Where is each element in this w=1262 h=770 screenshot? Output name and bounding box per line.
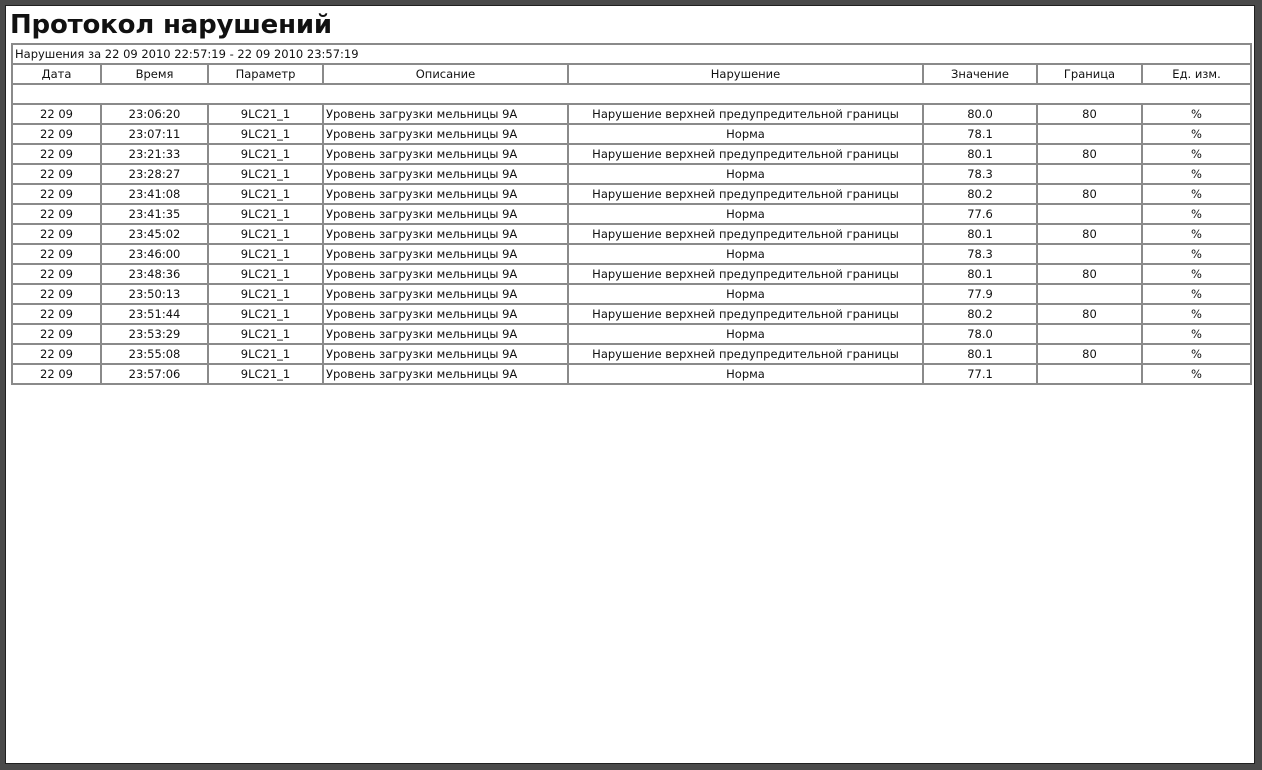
cell-violation: Норма xyxy=(568,364,923,384)
cell-time: 23:41:08 xyxy=(101,184,208,204)
cell-unit: % xyxy=(1142,184,1251,204)
cell-limit: 80 xyxy=(1037,264,1142,284)
cell-limit: 80 xyxy=(1037,344,1142,364)
cell-limit: 80 xyxy=(1037,104,1142,124)
cell-param: 9LC21_1 xyxy=(208,364,323,384)
cell-value: 77.9 xyxy=(923,284,1037,304)
cell-value: 80.1 xyxy=(923,224,1037,244)
column-header-unit: Ед. изм. xyxy=(1142,64,1251,84)
cell-param: 9LC21_1 xyxy=(208,184,323,204)
cell-value: 78.3 xyxy=(923,244,1037,264)
cell-date: 22 09 xyxy=(12,304,101,324)
cell-limit: 80 xyxy=(1037,184,1142,204)
cell-date: 22 09 xyxy=(12,204,101,224)
column-header-date: Дата xyxy=(12,64,101,84)
cell-unit: % xyxy=(1142,344,1251,364)
cell-unit: % xyxy=(1142,124,1251,144)
cell-param: 9LC21_1 xyxy=(208,284,323,304)
cell-violation: Норма xyxy=(568,204,923,224)
cell-time: 23:46:00 xyxy=(101,244,208,264)
table-row xyxy=(12,164,1251,184)
cell-violation: Нарушение верхней предупредительной границы xyxy=(568,144,923,164)
table-row xyxy=(12,284,1251,304)
cell-unit: % xyxy=(1142,284,1251,304)
cell-value: 77.6 xyxy=(923,204,1037,224)
cell-date: 22 09 xyxy=(12,324,101,344)
cell-param: 9LC21_1 xyxy=(208,204,323,224)
cell-date: 22 09 xyxy=(12,344,101,364)
cell-value: 80.2 xyxy=(923,304,1037,324)
cell-time: 23:57:06 xyxy=(101,364,208,384)
cell-desc: Уровень загрузки мельницы 9А xyxy=(323,324,568,344)
cell-time: 23:50:13 xyxy=(101,284,208,304)
cell-violation: Нарушение верхней предупредительной границы xyxy=(568,184,923,204)
cell-violation: Норма xyxy=(568,324,923,344)
page-title: Протокол нарушений xyxy=(10,10,332,40)
cell-param: 9LC21_1 xyxy=(208,164,323,184)
period-caption: Нарушения за 22 09 2010 22:57:19 - 22 09 2010 23:57:19 xyxy=(12,44,1251,64)
cell-limit: 80 xyxy=(1037,224,1142,244)
cell-violation: Нарушение верхней предупредительной границы xyxy=(568,264,923,284)
cell-date: 22 09 xyxy=(12,244,101,264)
cell-date: 22 09 xyxy=(12,104,101,124)
cell-time: 23:28:27 xyxy=(101,164,208,184)
cell-unit: % xyxy=(1142,264,1251,284)
cell-unit: % xyxy=(1142,204,1251,224)
cell-time: 23:51:44 xyxy=(101,304,208,324)
violations-table xyxy=(11,43,1252,385)
cell-param: 9LC21_1 xyxy=(208,104,323,124)
column-header-value: Значение xyxy=(923,64,1037,84)
blank-cell xyxy=(12,84,1251,104)
table-row xyxy=(12,264,1251,284)
cell-violation: Нарушение верхней предупредительной границы xyxy=(568,224,923,244)
cell-time: 23:45:02 xyxy=(101,224,208,244)
table-row xyxy=(12,304,1251,324)
cell-value: 78.3 xyxy=(923,164,1037,184)
cell-violation: Норма xyxy=(568,164,923,184)
cell-value: 80.0 xyxy=(923,104,1037,124)
table-row xyxy=(12,184,1251,204)
cell-value: 80.1 xyxy=(923,344,1037,364)
cell-violation: Норма xyxy=(568,244,923,264)
cell-desc: Уровень загрузки мельницы 9А xyxy=(323,264,568,284)
table-row xyxy=(12,324,1251,344)
cell-violation: Норма xyxy=(568,124,923,144)
cell-violation: Нарушение верхней предупредительной границы xyxy=(568,344,923,364)
cell-value: 78.1 xyxy=(923,124,1037,144)
cell-unit: % xyxy=(1142,144,1251,164)
column-header-desc: Описание xyxy=(323,64,568,84)
table-row xyxy=(12,124,1251,144)
cell-value: 78.0 xyxy=(923,324,1037,344)
cell-violation: Норма xyxy=(568,284,923,304)
report-window xyxy=(5,5,1255,764)
cell-limit: 80 xyxy=(1037,304,1142,324)
blank-row xyxy=(12,84,1251,104)
cell-date: 22 09 xyxy=(12,124,101,144)
cell-desc: Уровень загрузки мельницы 9А xyxy=(323,144,568,164)
cell-param: 9LC21_1 xyxy=(208,224,323,244)
cell-value: 80.1 xyxy=(923,144,1037,164)
cell-desc: Уровень загрузки мельницы 9А xyxy=(323,344,568,364)
header-row xyxy=(12,64,1251,84)
cell-time: 23:21:33 xyxy=(101,144,208,164)
table-row xyxy=(12,144,1251,164)
cell-date: 22 09 xyxy=(12,224,101,244)
cell-desc: Уровень загрузки мельницы 9А xyxy=(323,284,568,304)
cell-limit: 80 xyxy=(1037,144,1142,164)
cell-param: 9LC21_1 xyxy=(208,244,323,264)
cell-limit xyxy=(1037,244,1142,264)
cell-desc: Уровень загрузки мельницы 9А xyxy=(323,244,568,264)
cell-param: 9LC21_1 xyxy=(208,324,323,344)
cell-unit: % xyxy=(1142,104,1251,124)
table-row xyxy=(12,104,1251,124)
cell-desc: Уровень загрузки мельницы 9А xyxy=(323,124,568,144)
cell-value: 80.1 xyxy=(923,264,1037,284)
cell-time: 23:06:20 xyxy=(101,104,208,124)
column-header-limit: Граница xyxy=(1037,64,1142,84)
cell-date: 22 09 xyxy=(12,164,101,184)
cell-limit xyxy=(1037,284,1142,304)
cell-violation: Нарушение верхней предупредительной границы xyxy=(568,304,923,324)
cell-desc: Уровень загрузки мельницы 9А xyxy=(323,104,568,124)
cell-date: 22 09 xyxy=(12,364,101,384)
cell-desc: Уровень загрузки мельницы 9А xyxy=(323,184,568,204)
cell-unit: % xyxy=(1142,364,1251,384)
cell-unit: % xyxy=(1142,324,1251,344)
cell-date: 22 09 xyxy=(12,144,101,164)
cell-date: 22 09 xyxy=(12,264,101,284)
cell-unit: % xyxy=(1142,224,1251,244)
cell-time: 23:53:29 xyxy=(101,324,208,344)
cell-unit: % xyxy=(1142,164,1251,184)
cell-value: 80.2 xyxy=(923,184,1037,204)
cell-limit xyxy=(1037,204,1142,224)
period-caption-row xyxy=(12,44,1251,64)
table-row xyxy=(12,204,1251,224)
cell-desc: Уровень загрузки мельницы 9А xyxy=(323,364,568,384)
cell-limit xyxy=(1037,364,1142,384)
cell-desc: Уровень загрузки мельницы 9А xyxy=(323,204,568,224)
cell-desc: Уровень загрузки мельницы 9А xyxy=(323,224,568,244)
cell-time: 23:41:35 xyxy=(101,204,208,224)
cell-time: 23:07:11 xyxy=(101,124,208,144)
cell-param: 9LC21_1 xyxy=(208,264,323,284)
cell-unit: % xyxy=(1142,304,1251,324)
cell-limit xyxy=(1037,124,1142,144)
cell-value: 77.1 xyxy=(923,364,1037,384)
cell-time: 23:55:08 xyxy=(101,344,208,364)
column-header-violation: Нарушение xyxy=(568,64,923,84)
table-row xyxy=(12,224,1251,244)
cell-desc: Уровень загрузки мельницы 9А xyxy=(323,164,568,184)
cell-time: 23:48:36 xyxy=(101,264,208,284)
cell-param: 9LC21_1 xyxy=(208,344,323,364)
cell-limit xyxy=(1037,164,1142,184)
table-row xyxy=(12,364,1251,384)
table-row xyxy=(12,244,1251,264)
cell-date: 22 09 xyxy=(12,184,101,204)
cell-unit: % xyxy=(1142,244,1251,264)
cell-param: 9LC21_1 xyxy=(208,124,323,144)
cell-param: 9LC21_1 xyxy=(208,304,323,324)
cell-date: 22 09 xyxy=(12,284,101,304)
cell-param: 9LC21_1 xyxy=(208,144,323,164)
column-header-time: Время xyxy=(101,64,208,84)
cell-desc: Уровень загрузки мельницы 9А xyxy=(323,304,568,324)
cell-violation: Нарушение верхней предупредительной границы xyxy=(568,104,923,124)
table-row xyxy=(12,344,1251,364)
column-header-param: Параметр xyxy=(208,64,323,84)
cell-limit xyxy=(1037,324,1142,344)
